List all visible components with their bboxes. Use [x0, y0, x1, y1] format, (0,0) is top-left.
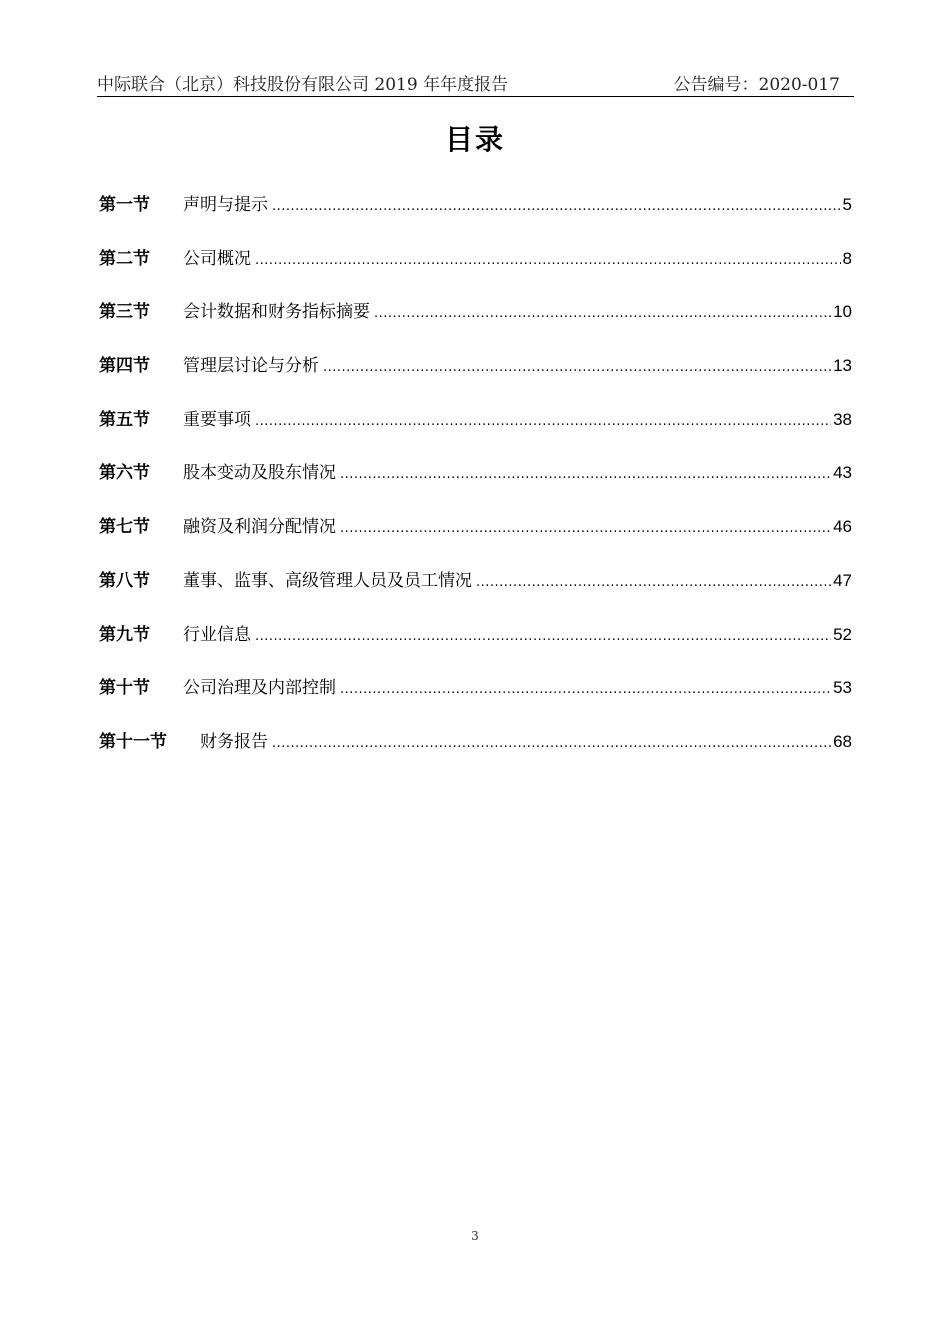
toc-leader-dots: [374, 306, 831, 321]
toc-page-number: 8: [842, 248, 852, 268]
toc-leader-dots: [340, 467, 831, 482]
toc-title: 公司概况: [183, 248, 251, 269]
toc-entry[interactable]: [99, 458, 852, 512]
toc-section: 第七节: [99, 517, 150, 538]
page-number: 3: [471, 1229, 479, 1243]
toc-leader-dots: [323, 360, 831, 375]
toc-page-number: 68: [833, 731, 852, 751]
toc-page-number: 5: [842, 195, 852, 214]
toc-title: 融资及利润分配情况: [183, 517, 336, 538]
toc-entry[interactable]: [99, 405, 852, 459]
toc-leader-dots: [272, 736, 831, 751]
toc-section: 第八节: [99, 570, 150, 591]
toc-entry[interactable]: [99, 620, 852, 674]
toc-title: 行业信息: [183, 624, 251, 645]
toc-entry[interactable]: [99, 512, 852, 566]
toc-entry[interactable]: [99, 190, 852, 244]
toc-title: 会计数据和财务指标摘要: [183, 302, 370, 323]
toc-page-number: 47: [833, 570, 852, 590]
toc-leader-dots: [340, 521, 831, 536]
toc-title: 管理层讨论与分析: [183, 356, 319, 377]
toc-entry[interactable]: [99, 351, 852, 405]
toc-leader-dots: [255, 414, 831, 429]
toc-leader-dots: [340, 682, 831, 697]
toc-leader-dots: [255, 253, 841, 268]
toc-title: 重要事项: [183, 409, 251, 430]
toc-page-number: 10: [833, 302, 852, 322]
toc-page-number: 46: [833, 517, 852, 537]
toc-section: 第三节: [99, 302, 150, 323]
toc-entry[interactable]: [99, 566, 852, 620]
toc-page-number: 38: [833, 409, 852, 429]
toc-title: 董事、监事、高级管理人员及员工情况: [183, 570, 472, 591]
table-of-contents: [99, 190, 852, 781]
toc-entry[interactable]: [99, 297, 852, 351]
toc-title: 公司治理及内部控制: [183, 678, 336, 699]
toc-page-number: 13: [833, 356, 852, 376]
toc-entry[interactable]: [99, 673, 852, 727]
toc-page-number: 43: [833, 463, 852, 483]
toc-leader-dots: [272, 199, 841, 214]
toc-section: 第五节: [99, 409, 150, 430]
toc-section: 第十节: [99, 678, 150, 699]
toc-section: 第二节: [99, 248, 150, 269]
toc-section: 第十一节: [99, 731, 167, 752]
toc-title: 财务报告: [200, 731, 268, 752]
toc-section: 第六节: [99, 463, 150, 484]
toc-section: 第一节: [99, 195, 150, 215]
toc-entry[interactable]: [99, 727, 852, 781]
report-title: 中际联合（北京）科技股份有限公司 2019 年年度报告: [97, 75, 509, 95]
announcement-number: 公告编号：2020-017: [673, 75, 840, 95]
toc-page-number: 52: [833, 624, 852, 644]
toc-page-number: 53: [833, 678, 852, 698]
toc-section: 第九节: [99, 624, 150, 645]
toc-section: 第四节: [99, 356, 150, 377]
toc-heading: 目录: [444, 123, 505, 156]
toc-leader-dots: [255, 629, 831, 644]
toc-leader-dots: [476, 575, 831, 590]
page-header: [97, 66, 854, 97]
toc-title: 股本变动及股东情况: [183, 463, 336, 484]
toc-entry[interactable]: [99, 244, 852, 298]
toc-title: 声明与提示: [183, 195, 268, 215]
